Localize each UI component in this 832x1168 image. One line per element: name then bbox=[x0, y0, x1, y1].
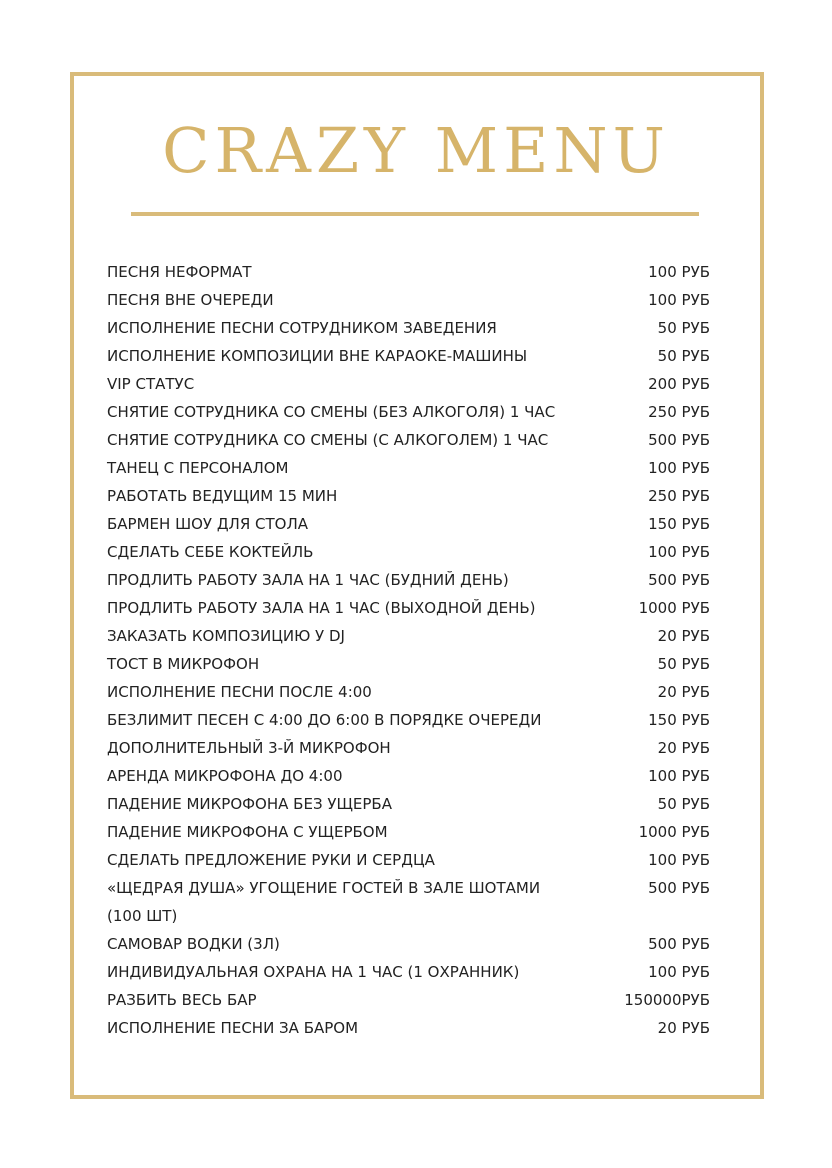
menu-item-name: БАРМЕН ШОУ ДЛЯ СТОЛА bbox=[107, 515, 308, 533]
menu-item bbox=[107, 342, 710, 370]
menu-item-price: 50 РУБ bbox=[657, 795, 710, 813]
menu-item-price: 100 РУБ bbox=[648, 291, 710, 309]
menu-item-name: ИСПОЛНЕНИЕ КОМПОЗИЦИИ ВНЕ КАРАОКЕ-МАШИНЫ bbox=[107, 347, 528, 365]
menu-item-price: 20 РУБ bbox=[657, 739, 710, 757]
menu-item-name: БЕЗЛИМИТ ПЕСЕН С 4:00 ДО 6:00 В ПОРЯДКЕ ОЧЕРЕДИ bbox=[107, 711, 542, 729]
menu-item-price: 50 РУБ bbox=[657, 319, 710, 337]
menu-item bbox=[107, 594, 710, 622]
menu-item bbox=[107, 286, 710, 314]
menu-item-price: 150 РУБ bbox=[648, 515, 710, 533]
menu-item-name: ЗАКАЗАТЬ КОМПОЗИЦИЮ У DJ bbox=[107, 627, 345, 645]
menu-item-name: САМОВАР ВОДКИ (3Л) bbox=[107, 935, 280, 953]
page-title: CRAZY MENU bbox=[162, 114, 670, 187]
menu-item-price: 500 РУБ bbox=[648, 935, 710, 953]
menu-item-price: 20 РУБ bbox=[657, 683, 710, 701]
menu-item-price: 100 РУБ bbox=[648, 767, 710, 785]
menu-item-name: ПАДЕНИЕ МИКРОФОНА С УЩЕРБОМ bbox=[107, 823, 388, 841]
menu-item bbox=[107, 1014, 710, 1042]
menu-item-name: АРЕНДА МИКРОФОНА ДО 4:00 bbox=[107, 767, 343, 785]
menu-item-price: 100 РУБ bbox=[648, 543, 710, 561]
menu-item-price: 50 РУБ bbox=[657, 655, 710, 673]
menu-item bbox=[107, 790, 710, 818]
menu-item-price: 150 РУБ bbox=[648, 711, 710, 729]
menu-item-name: СДЕЛАТЬ СЕБЕ КОКТЕЙЛЬ bbox=[107, 543, 314, 561]
menu-list bbox=[107, 258, 710, 1042]
menu-item bbox=[107, 706, 710, 734]
menu-item bbox=[107, 538, 710, 566]
menu-item-name: ПАДЕНИЕ МИКРОФОНА БЕЗ УЩЕРБА bbox=[107, 795, 392, 813]
menu-item-name: ПРОДЛИТЬ РАБОТУ ЗАЛА НА 1 ЧАС (БУДНИЙ ДЕНЬ) bbox=[107, 571, 509, 589]
menu-item bbox=[107, 986, 710, 1014]
menu-item bbox=[107, 314, 710, 342]
menu-item bbox=[107, 370, 710, 398]
menu-item-name: СНЯТИЕ СОТРУДНИКА СО СМЕНЫ (С АЛКОГОЛЕМ) 1 ЧАС bbox=[107, 431, 549, 449]
menu-item-price: 150000РУБ bbox=[624, 991, 710, 1009]
menu-item-name: ТОСТ В МИКРОФОН bbox=[107, 655, 260, 673]
menu-item-name: ИСПОЛНЕНИЕ ПЕСНИ ЗА БАРОМ bbox=[107, 1019, 359, 1037]
menu-item bbox=[107, 650, 710, 678]
menu-item-price: 200 РУБ bbox=[648, 375, 710, 393]
menu-item-price: 250 РУБ bbox=[648, 487, 710, 505]
menu-item-price: 20 РУБ bbox=[657, 627, 710, 645]
menu-item-name: ПЕСНЯ ВНЕ ОЧЕРЕДИ bbox=[107, 291, 274, 309]
menu-item-price: 1000 РУБ bbox=[638, 599, 710, 617]
menu-item bbox=[107, 874, 710, 930]
menu-item bbox=[107, 818, 710, 846]
menu-item-name: ПЕСНЯ НЕФОРМАТ bbox=[107, 263, 252, 281]
menu-item-price: 20 РУБ bbox=[657, 1019, 710, 1037]
menu-item-name: РАБОТАТЬ ВЕДУЩИМ 15 МИН bbox=[107, 487, 338, 505]
menu-item-price: 100 РУБ bbox=[648, 459, 710, 477]
menu-item-name: ТАНЕЦ С ПЕРСОНАЛОМ bbox=[107, 459, 289, 477]
menu-item bbox=[107, 454, 710, 482]
menu-item bbox=[107, 482, 710, 510]
menu-item bbox=[107, 678, 710, 706]
menu-item bbox=[107, 510, 710, 538]
menu-item-name: ДОПОЛНИТЕЛЬНЫЙ 3-Й МИКРОФОН bbox=[107, 739, 391, 757]
menu-item bbox=[107, 846, 710, 874]
menu-item bbox=[107, 398, 710, 426]
menu-item-price: 500 РУБ bbox=[648, 571, 710, 589]
menu-item-price: 100 РУБ bbox=[648, 851, 710, 869]
menu-item-name: СНЯТИЕ СОТРУДНИКА СО СМЕНЫ (БЕЗ АЛКОГОЛЯ) 1 ЧАС bbox=[107, 403, 556, 421]
menu-item-price: 1000 РУБ bbox=[638, 823, 710, 841]
menu-item-name: ИСПОЛНЕНИЕ ПЕСНИ СОТРУДНИКОМ ЗАВЕДЕНИЯ bbox=[107, 319, 497, 337]
menu-item bbox=[107, 762, 710, 790]
menu-item-price: 250 РУБ bbox=[648, 403, 710, 421]
menu-item-price: 100 РУБ bbox=[648, 963, 710, 981]
menu-item-price: 50 РУБ bbox=[657, 347, 710, 365]
menu-item-name: VIP СТАТУС bbox=[107, 375, 195, 393]
title-divider bbox=[131, 212, 699, 216]
menu-item-price: 500 РУБ bbox=[648, 879, 710, 897]
menu-item-name: ПРОДЛИТЬ РАБОТУ ЗАЛА НА 1 ЧАС (ВЫХОДНОЙ ДЕНЬ) bbox=[107, 599, 536, 617]
menu-item-name: «ЩЕДРАЯ ДУША» УГОЩЕНИЕ ГОСТЕЙ В ЗАЛЕ ШОТАМИ (100 ШТ) bbox=[107, 879, 541, 925]
menu-item bbox=[107, 734, 710, 762]
menu-item-name: СДЕЛАТЬ ПРЕДЛОЖЕНИЕ РУКИ И СЕРДЦА bbox=[107, 851, 435, 869]
menu-item bbox=[107, 930, 710, 958]
menu-item bbox=[107, 566, 710, 594]
menu-item-name: ИСПОЛНЕНИЕ ПЕСНИ ПОСЛЕ 4:00 bbox=[107, 683, 372, 701]
menu-item bbox=[107, 258, 710, 286]
menu-item-name: РАЗБИТЬ ВЕСЬ БАР bbox=[107, 991, 257, 1009]
menu-item-price: 100 РУБ bbox=[648, 263, 710, 281]
menu-item bbox=[107, 958, 710, 986]
menu-item-name: ИНДИВИДУАЛЬНАЯ ОХРАНА НА 1 ЧАС (1 ОХРАННИК) bbox=[107, 963, 520, 981]
menu-item-price: 500 РУБ bbox=[648, 431, 710, 449]
menu-item bbox=[107, 622, 710, 650]
menu-item bbox=[107, 426, 710, 454]
